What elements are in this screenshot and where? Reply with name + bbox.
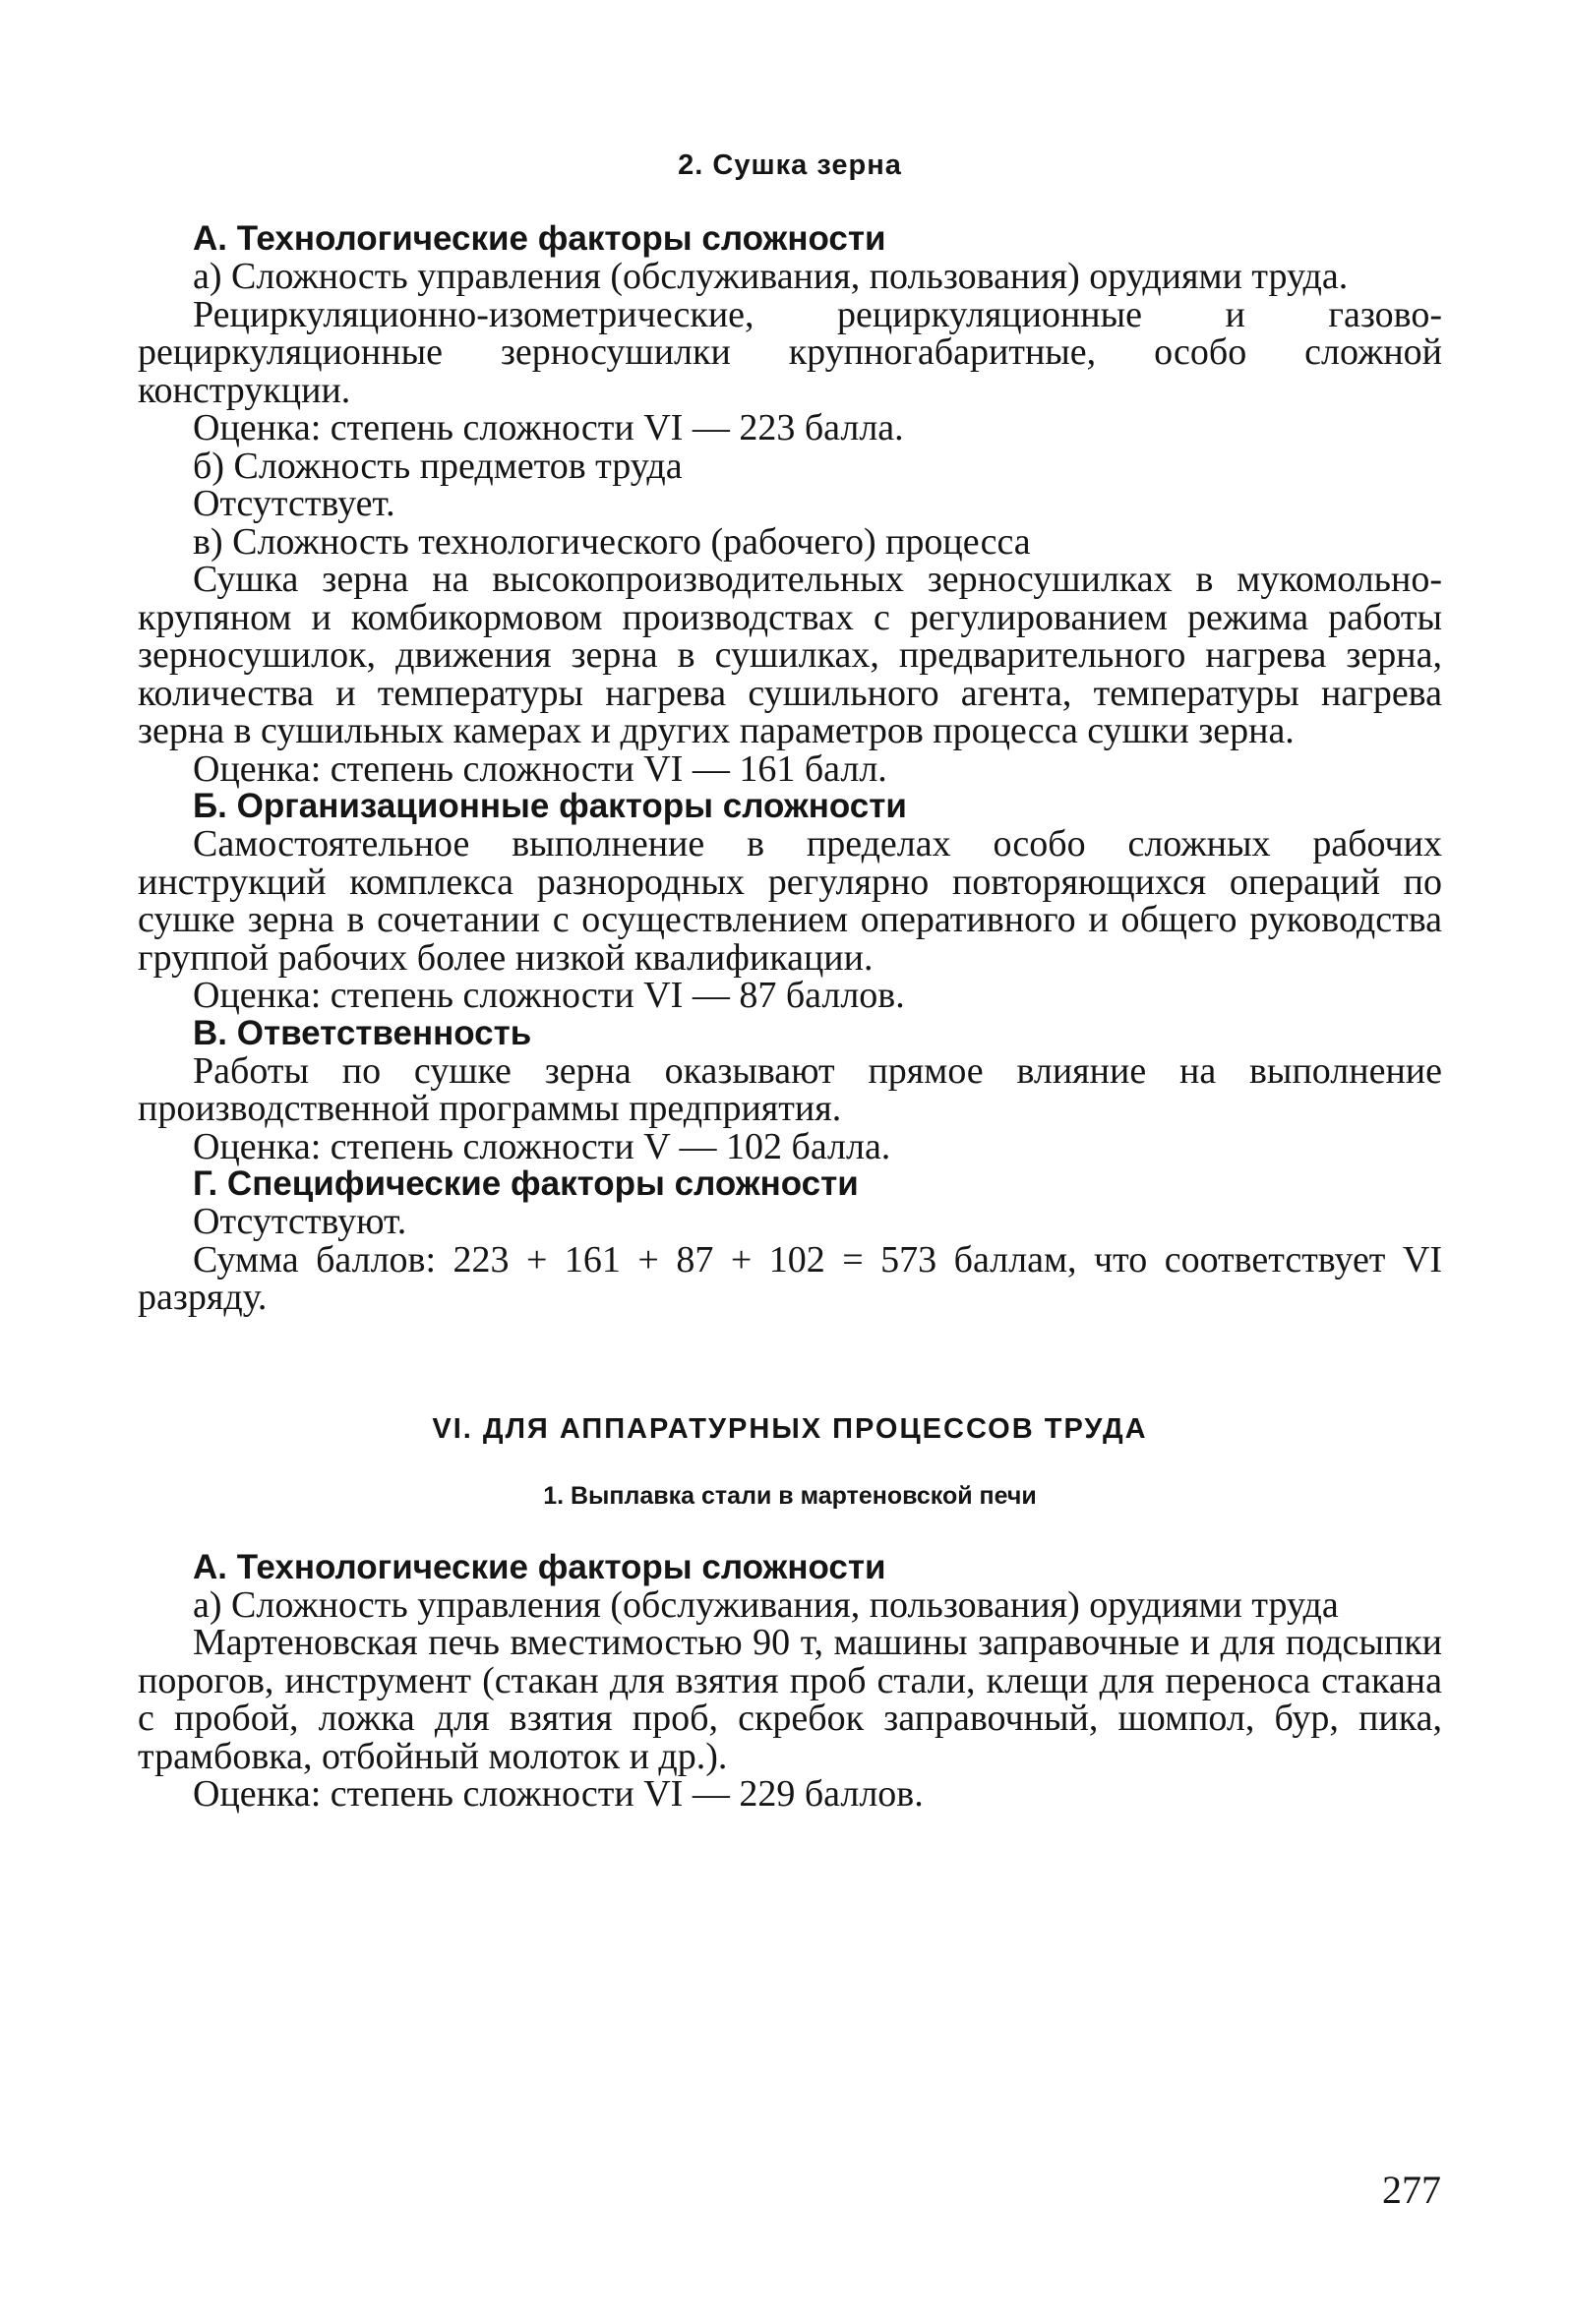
assessment-text: Оценка: степень сложности VI — 161 балл. [193,747,887,790]
assessment-text: Оценка: степень сложности VI — 87 баллов. [193,975,905,1016]
paragraph: а) Сложность управления (обслуживания, пользования) орудиями труда. [193,256,1349,297]
heading-responsibility: В. Ответственность [193,1013,532,1052]
chapter-subtitle: 1. Выплавка стали в мартеновской печи [543,1481,1037,1510]
page-content [138,148,1442,1814]
paragraph: Рециркуляционно-изометрические, рециркуляционные и газово-рециркуляционные зерносушилки крупногабаритные, особо сложной конструкции. [138,293,1442,411]
heading-technological-factors: А. Технологические факторы сложности [193,1547,886,1586]
heading-technological-factors: А. Технологические факторы сложности [193,219,886,258]
assessment-text: Оценка: степень сложности VI — 223 балла. [193,407,904,448]
paragraph: Работы по сушке зерна оказывают прямое влияние на выполнение производственной программы предприятия. [138,1049,1442,1129]
paragraph: Самостоятельное выполнение в пределах особо сложных рабочих инструкций комплекса разнородных регулярно повторяющихся операций по сушке зерна в сочетании с осуществлением оперативного и общего руководства группой рабочих более низкой квалификации. [138,823,1442,979]
assessment-text: Оценка: степень сложности V — 102 балла. [193,1125,891,1167]
chapter-title: VI. ДЛЯ АППАРАТУРНЫХ ПРОЦЕССОВ ТРУДА [432,1412,1148,1445]
paragraph: а) Сложность управления (обслуживания, пользования) орудиями труда [193,1583,1339,1626]
page-number: 277 [1382,2168,1441,2212]
assessment-text: Оценка: степень сложности VI — 229 баллов. [193,1773,924,1815]
section-title: 2. Сушка зерна [678,149,902,181]
section-body [138,220,1442,1317]
heading-organizational-factors: Б. Организационные факторы сложности [193,787,907,825]
paragraph: Отсутствуют. [193,1201,407,1242]
heading-specific-factors: Г. Специфические факторы сложности [193,1164,859,1203]
paragraph: в) Сложность технологического (рабочего) процесса [193,520,1031,563]
paragraph: б) Сложность предметов труда [193,445,683,487]
paragraph: Отсутствует. [193,483,395,524]
paragraph: Сушка зерна на высокопроизводительных зерносушилках в мукомольно-крупяном и комбикормовом производствах с регулированием режима работы зерносушилок, движения зерна в сушилках, предварительного нагрева зерна, количества и температуры нагрева сушильного агента, температуры нагрева зерна в сушильных камерах и других параметров процесса сушки зерна. [138,559,1442,751]
sum-text: Сумма баллов: 223 + 161 + 87 + 102 = 573 баллам, что соответствует VI разряду. [138,1238,1442,1318]
chapter-body [138,1549,1442,1814]
paragraph: Мартеновская печь вместимостью 90 т, машины заправочные и для подсыпки порогов, инструмент (стакан для взятия проб стали, клещи для переноса стакана с пробой, ложка для взятия проб, скребок заправочный, шомпол, бур, пика, трамбовка, отбойный молоток и др.). [138,1622,1442,1777]
